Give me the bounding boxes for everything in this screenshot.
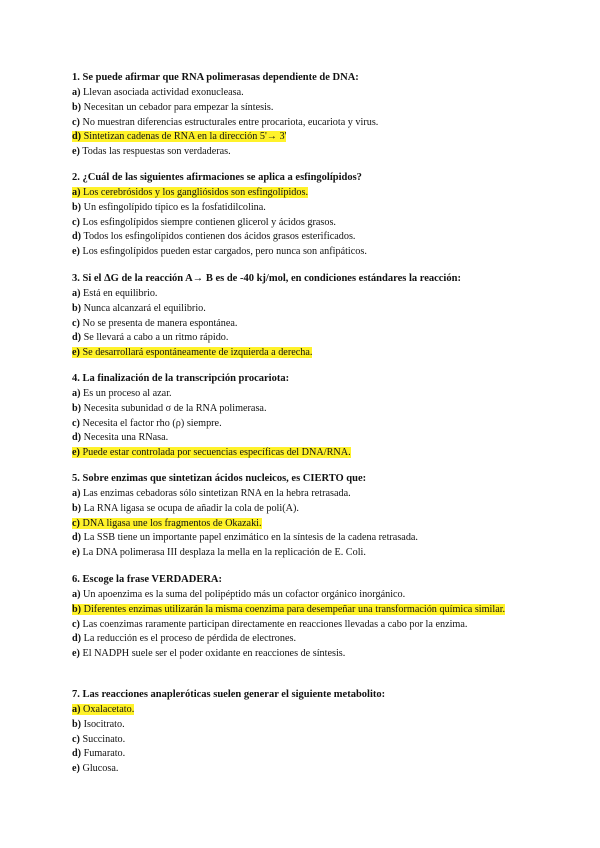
question-1-option-a: a) Llevan asociada actividad exonucleasa. [72,87,244,98]
question-3-option-d: d) Se llevará a cabo a un ritmo rápido. [72,332,229,344]
question-3-option-b: b) Nunca alcanzará el equilibrio. [72,302,206,314]
question-4-option-c: c) Necesita el factor rho (ρ) siempre. [72,417,222,429]
question-1 [72,71,542,160]
highlighted-answer: b) Diferentes enzimas utilizarán la misma coenzima para desempeñar una transformación química similar. [72,603,506,615]
question-5-option-a: a) Las enzimas cebadoras sólo sintetizan RNA en la hebra retrasada. [72,488,351,499]
question-6-option-d: d) La reducción es el proceso de pérdida de electrones. [72,633,297,645]
question-7-option-d: d) Fumarato. [72,748,126,760]
question-2-option-e: e) Los esfingolípidos pueden estar cargados, pero nunca son anfipáticos. [72,246,367,258]
highlighted-answer: a) Oxalacetato. [72,704,135,715]
question-1-option-b: b) Necesitan un cebador para empezar la síntesis. [72,101,274,113]
question-4 [72,372,542,461]
question-3-option-c: c) No se presenta de manera espontánea. [72,317,238,329]
question-4-option-a: a) Es un proceso al azar. [72,388,172,399]
question-2-title: 2. ¿Cuál de las siguientes afirmaciones se aplica a esfingolípidos? [72,172,362,183]
question-7-option-b: b) Isocitrato. [72,718,125,730]
question-5 [72,472,542,561]
highlighted-answer: d) Sintetizan cadenas de RNA en la dirección 5'→ 3' [72,131,287,143]
question-3 [72,272,542,361]
question-6-option-c: c) Las coenzimas raramente participan directamente en reacciones llevadas a cabo por la enzima. [72,618,468,630]
question-3-title: 3. Si el ΔG de la reacción A→ B es de -40 kj/mol, en condiciones estándares la reacción: [72,273,461,284]
question-2-option-c: c) Los esfingolípidos siempre contienen glicerol y ácidos grasos. [72,216,336,228]
question-7-option-c: c) Succinato. [72,733,126,745]
question-4-option-d: d) Necesita una RNasa. [72,432,169,444]
question-1-option-e: e) Todas las respuestas son verdaderas. [72,146,231,158]
question-2-option-d: d) Todos los esfingolípidos contienen dos ácidos grasos esterificados. [72,231,356,243]
question-6-title: 6. Escoge la frase VERDADERA: [72,574,222,585]
question-5-option-d: d) La SSB tiene un importante papel enzimático en la síntesis de la cadena retrasada. [72,532,418,544]
highlighted-answer: e) Puede estar controlada por secuencias específicas del DNA/RNA. [72,447,351,459]
question-4-title: 4. La finalización de la transcripción procariota: [72,373,290,384]
question-7-title: 7. Las reacciones anapleróticas suelen generar el siguiente metabolito: [72,689,386,700]
question-6-option-a: a) Un apoenzima es la suma del polipéptido más un cofactor orgánico inorgánico. [72,589,406,600]
question-5-title: 5. Sobre enzimas que sintetizan ácidos nucleicos, es CIERTO que: [72,473,367,484]
highlighted-answer: e) Se desarrollará espontáneamente de izquierda a derecha. [72,347,313,359]
question-2 [72,171,542,260]
question-1-option-c: c) No muestran diferencias estructurales entre procariota, eucariota y virus. [72,116,379,128]
question-4-option-e [72,446,542,461]
question-6-option-b [72,603,542,618]
question-4-option-b: b) Necesita subunidad σ de la RNA polimerasa. [72,402,267,414]
question-7 [72,688,542,777]
question-1-option-d [72,130,542,145]
question-5-option-c [72,517,542,532]
question-7-option-e: e) Glucosa. [72,763,119,775]
question-6-option-e: e) El NADPH suele ser el poder oxidante en reacciones de síntesis. [72,648,346,660]
highlighted-answer: c) DNA ligasa une los fragmentos de Okazaki. [72,517,262,529]
question-3-option-a: a) Está en equilibrio. [72,288,158,299]
question-5-option-b: b) La RNA ligasa se ocupa de añadir la cola de poli(A). [72,502,299,514]
question-3-option-e [72,346,542,361]
question-7-option-a [72,703,542,718]
question-5-option-e: e) La DNA polimerasa III desplaza la mella en la replicación de E. Coli. [72,547,366,559]
question-6 [72,573,542,662]
question-2-option-b: b) Un esfingolípido típico es la fosfatidilcolina. [72,201,266,213]
question-2-option-a [72,186,542,201]
highlighted-answer: a) Los cerebrósidos y los gangliósidos son esfingolípidos. [72,187,309,198]
question-1-title: 1. Se puede afirmar que RNA polimerasas dependiente de DNA: [72,72,359,83]
